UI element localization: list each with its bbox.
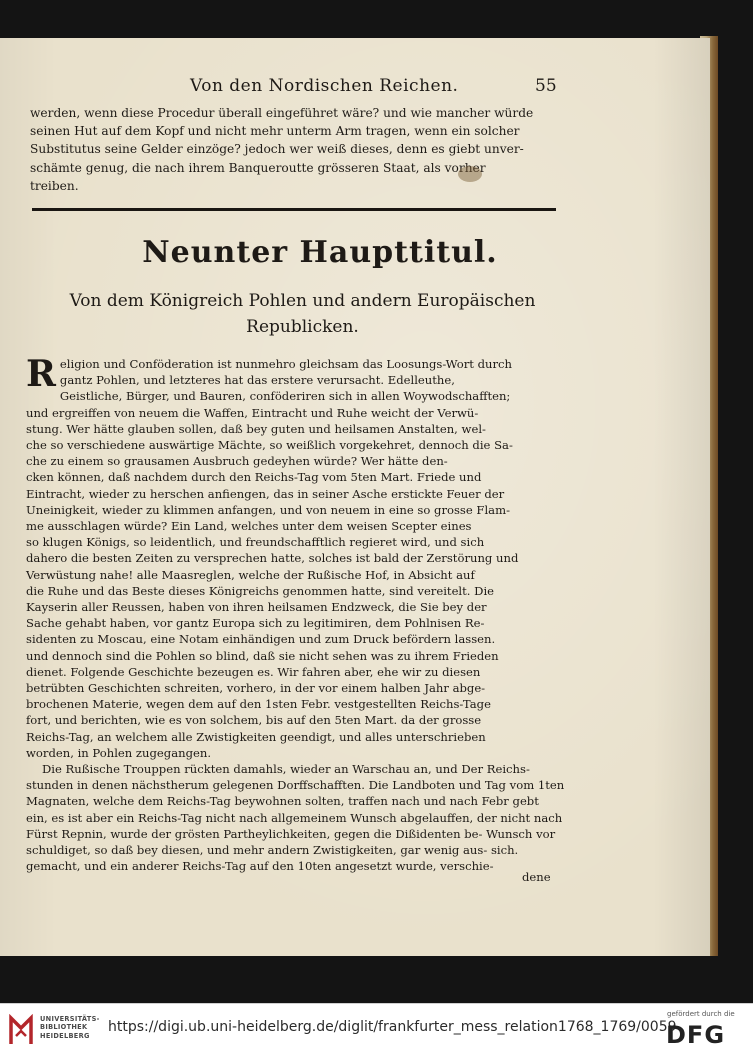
chapter-subtitle <box>30 288 575 340</box>
text-line: me ausschlagen würde? Ein Land, welches unter dem weisen Scepter eines <box>26 519 472 534</box>
text-line: gantz Pohlen, und letzteres hat das erstere verursacht. Edelleuthe, <box>59 373 455 388</box>
text-line: Kayserin aller Reussen, haben von ihren heilsamen Endzweck, die Sie bey der <box>26 600 487 615</box>
body-text <box>26 353 565 875</box>
text-line: seinen Hut auf dem Kopf und nicht mehr unterm Arm tragen, wenn ein solcher <box>30 124 520 139</box>
library-name[interactable] <box>40 1015 100 1040</box>
text-line: Sache gehabt haben, vor gantz Europa sich zu legitimiren, dem Pohlnisen Re- <box>26 616 485 631</box>
viewer-footer <box>0 1003 753 1055</box>
text-line: Geistliche, Bürger, und Bauren, conföderiren sich in allen Woywodschafften; <box>59 389 511 404</box>
text-line: worden, in Pohlen zugegangen. <box>26 745 212 760</box>
text-line: so klugen Königs, so leidentlich, und freundschafftlich regieret wird, und sich <box>26 535 485 550</box>
dfg-logo[interactable]: DFG <box>666 1021 726 1049</box>
permalink-url[interactable]: https://digi.ub.uni-heidelberg.de/diglit/frankfurter_mess_relation1768_1769/0059 <box>108 1019 677 1035</box>
text-line: brochenen Materie, wegen dem auf den 1sten Febr. vestgestellten Reichs-Tage <box>26 697 491 712</box>
text-line: Magnaten, welche dem Reichs-Tag beywohnen solten, traffen nach und nach Febr gebt <box>26 794 539 809</box>
subtitle-line: Von dem Königreich Pohlen und andern Europäischen <box>69 291 536 311</box>
text-line: ein, es ist aber ein Reichs-Tag nicht nach allgemeinem Wunsch abgelauffen, der nicht nach <box>26 810 563 825</box>
text-line: eligion und Conföderation ist nunmehro gleichsam das Loosungs-Wort durch <box>59 357 513 371</box>
text-line: Reichs-Tag, an welchem alle Zwistigkeiten geendigt, und alles unterschrieben <box>26 729 486 744</box>
running-head: Von den Nordischen Reichen. <box>190 76 459 96</box>
text-line: cken können, daß nachdem durch den Reichs-Tag vom 5ten Mart. Friede und <box>26 470 482 485</box>
text-line: betrübten Geschichten schreiten, vorhero, in der vor einem halben Jahr abge- <box>26 681 486 696</box>
text-line: treiben. <box>30 178 79 193</box>
book-page <box>0 38 710 956</box>
text-line: die Ruhe und das Beste dieses Königreichs genommen hatte, sind vereitelt. Die <box>26 583 495 598</box>
text-line: und dennoch sind die Pohlen so blind, daß sie nicht sehen was zu ihrem Frieden <box>26 648 499 663</box>
page-number: 55 <box>535 76 557 96</box>
text-line: Substitutus seine Gelder einzöge? jedoch wer weiß dieses, denn es giebt unver- <box>30 142 524 157</box>
library-name-line: HEIDELBERG <box>40 1031 90 1040</box>
text-line: dahero die besten Zeiten zu versprechen hatte, solches ist bald der Zerstörung und <box>26 551 519 566</box>
text-line: Fürst Repnin, wurde der grösten Partheylichkeiten, gegen die Dißidenten be- Wunsch vor <box>26 826 556 841</box>
text-line: Uneinigkeit, wieder zu klimmen anfangen, und von neuem in eine so grosse Flam- <box>26 502 510 517</box>
text-line: gemacht, und ein anderer Reichs-Tag auf den 10ten angesetzt wurde, verschie- <box>26 859 494 874</box>
text-line: werden, wenn diese Procedur überall eingeführet wäre? und wie mancher würde <box>30 106 534 120</box>
text-line: stunden in denen nächstherum gelegenen Dorffschafften. Die Landboten und Tag vom 1ten <box>26 778 565 793</box>
text-line: fort, und berichten, wie es von solchem, bis auf den 5ten Mart. da der grosse <box>26 713 482 728</box>
university-logo-icon[interactable] <box>8 1014 34 1046</box>
text-line: dienet. Folgende Geschichte bezeugen es. Wir fahren aber, ehe wir zu diesen <box>26 664 481 679</box>
library-name-line: UNIVERSITÄTS- <box>40 1015 100 1023</box>
funded-by-label: gefördert durch die <box>667 1010 735 1018</box>
text-line: schämte genug, die nach ihrem Banqueroutte grösseren Staat, als vorher <box>30 160 486 175</box>
text-line: und ergreiffen von neuem die Waffen, Eintracht und Ruhe weicht der Verwü- <box>26 405 479 420</box>
text-line: Die Rußische Trouppen rückten damahls, wieder an Warschau an, und Der Reichs- <box>42 762 530 777</box>
chapter-title: Neunter Haupttitul. <box>142 235 498 270</box>
text-line: sidenten zu Moscau, eine Notam einhändigen und zum Druck befördern lassen. <box>26 632 496 647</box>
section-rule <box>32 208 556 211</box>
text-line: schuldiget, so daß bey diesen, und mehr andern Zwistigkeiten, gar wenig aus- sich. <box>26 843 519 858</box>
library-name-line: BIBLIOTHEK <box>40 1023 88 1032</box>
text-line: che so verschiedene auswärtige Mächte, so weißlich vorgekehret, dennoch die Sa- <box>26 438 513 453</box>
text-line: Eintracht, wieder zu herschen anfiengen, das in seiner Asche erstickte Feuer der <box>26 486 505 501</box>
subtitle-line: Republicken. <box>246 317 359 337</box>
catchword: dene <box>522 870 551 884</box>
ink-stain <box>458 166 482 182</box>
text-line: stung. Wer hätte glauben sollen, daß bey guten und heilsamen Anstalten, wel- <box>26 421 486 436</box>
text-line: Verwüstung nahe! alle Maasreglen, welche der Rußische Hof, in Absicht auf <box>26 567 475 582</box>
top-paragraph <box>30 104 560 195</box>
text-line: che zu einem so grausamen Ausbruch gedeyhen würde? Wer hätte den- <box>26 454 448 469</box>
drop-cap: R <box>26 353 56 395</box>
